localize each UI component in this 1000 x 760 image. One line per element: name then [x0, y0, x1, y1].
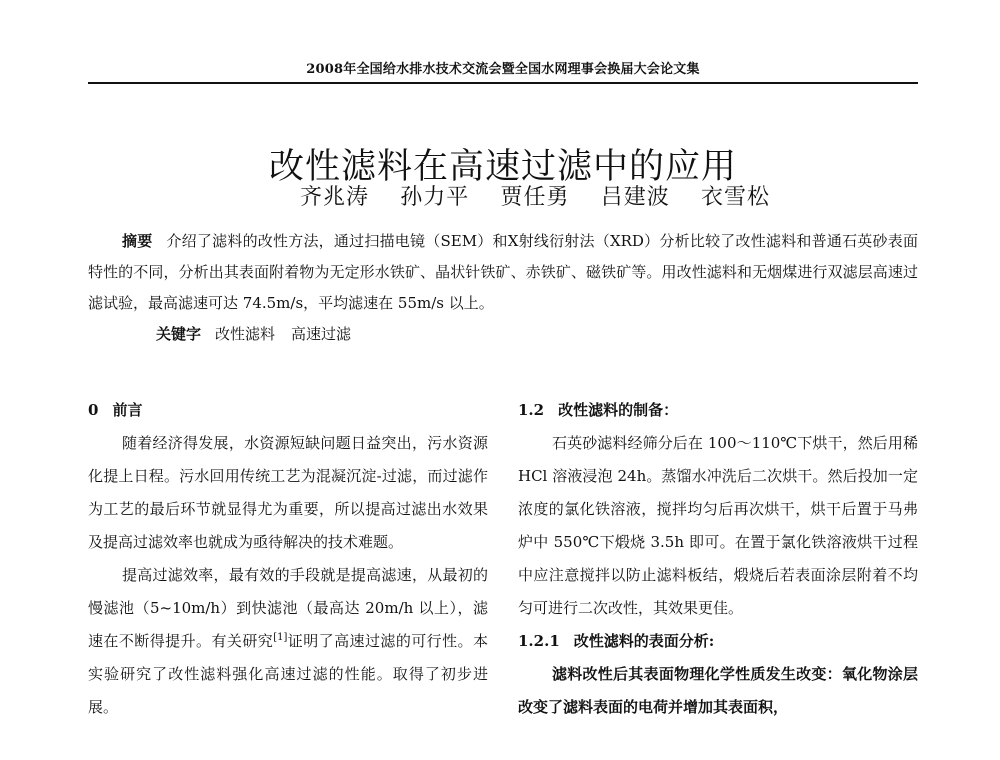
- keywords-line: [88, 319, 918, 350]
- paper-title: 改性滤料在高速过滤中的应用: [268, 147, 737, 188]
- header-rule: [88, 82, 918, 84]
- running-header: 2008年全国给水排水技术交流会暨全国水网理事会换届大会论文集: [306, 62, 700, 77]
- section-title: 改性滤料的表面分析:: [573, 632, 715, 650]
- author-name: 吕建波: [600, 185, 670, 210]
- section-number: 0: [88, 401, 99, 419]
- section-heading: [518, 625, 918, 658]
- paragraph-text: 证明了高速过滤的可行性。本实验研究了改性滤料强化高速过滤的性能。取得了初步进展。: [88, 632, 488, 716]
- section-number: 1.2.1: [518, 632, 560, 650]
- author-list: [300, 180, 770, 211]
- author-name: 孙力平: [400, 185, 470, 210]
- author-name: 衣雪松: [700, 185, 770, 210]
- section-title: 改性滤料的制备：: [558, 401, 679, 419]
- author-name: 齐兆涛: [300, 185, 370, 210]
- keyword: 改性滤料: [215, 325, 276, 343]
- body-paragraph: 石英砂滤料经筛分后在 100～110℃下烘干，然后用稀 HCl 溶液浸泡 24h。蒸馏水冲洗后二次烘干。然后投加一定浓度的氯化铁溶液，搅拌均匀后再次烘干，烘干后置于马弗炉中 550℃下煅烧 3.5h 即可。在置于氯化铁溶液烘干过程中应注意搅拌以防止滤料板结，煅烧后若表面涂层附着不均匀可进行二次改性，其效果更佳。: [518, 434, 918, 617]
- body-paragraph: 滤料改性后其表面物理化学性质发生改变：氧化物涂层改变了滤料表面的电荷并增加其表面积，: [518, 665, 918, 716]
- author-name: 贾任勇: [500, 185, 570, 210]
- section-heading: [88, 394, 488, 427]
- left-column: [88, 394, 488, 724]
- abstract-label: 摘要: [122, 232, 153, 250]
- right-column: [518, 394, 918, 724]
- abstract-paragraph: [88, 226, 918, 319]
- section-title: 前言: [112, 401, 143, 419]
- keywords-label: 关键字: [156, 325, 202, 343]
- body-paragraph: [88, 559, 488, 724]
- section-number: 1.2: [518, 401, 545, 419]
- citation-marker: [1]: [273, 632, 288, 643]
- abstract-block: [88, 226, 918, 350]
- body-paragraph: 随着经济得发展，水资源短缺问题日益突出，污水资源化提上日程。污水回用传统工艺为混凝沉淀-过滤，而过滤作为工艺的最后环节就显得尤为重要，所以提高过滤出水效果及提高过滤效率也就成为亟待解决的技术难题。: [88, 434, 488, 551]
- section-heading: [518, 394, 918, 427]
- abstract-text: 介绍了滤料的改性方法，通过扫描电镜（SEM）和X射线衍射法（XRD）分析比较了改性滤料和普通石英砂表面特性的不同，分析出其表面附着物为无定形水铁矿、晶状针铁矿、赤铁矿、磁铁矿等。用改性滤料和无烟煤进行双滤层高速过滤试验，最高滤速可达 74.5m/s，平均滤速在 55m/s 以上。: [88, 232, 918, 312]
- paragraph-text: 提高过滤效率，最有效的手段就是提高滤速，从最初的慢滤池（5~10m/h）到快滤池（最高达 20m/h 以上），滤速在不断得提升。有关研究: [88, 566, 488, 650]
- keyword: 高速过滤: [291, 325, 352, 343]
